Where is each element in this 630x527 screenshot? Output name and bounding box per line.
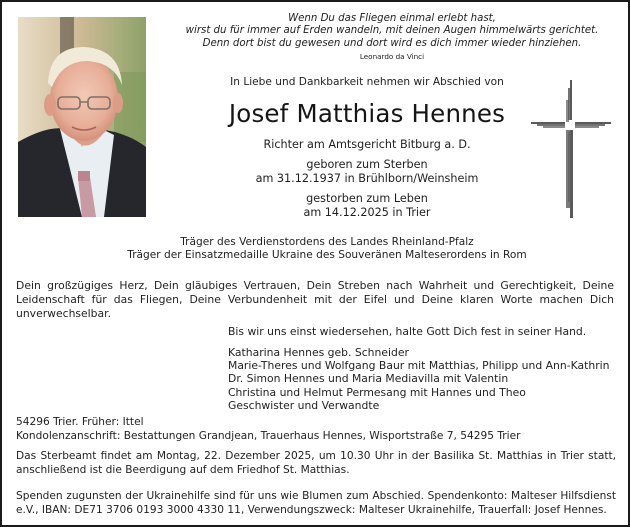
mourner: Geschwister und Verwandte <box>228 398 380 412</box>
portrait-photo <box>18 17 146 217</box>
address-block <box>16 415 616 443</box>
mourners-list <box>228 346 628 412</box>
mourner: Marie-Theres und Wolfgang Baur mit Matthias, Philipp und Ann-Kathrin <box>228 359 610 373</box>
deceased-name: Josef Matthias Hennes <box>228 99 506 128</box>
born-detail: am 31.12.1937 in Brühlborn/Weinsheim <box>255 172 479 185</box>
deceased-title: Richter am Amtsgericht Bitburg a. D. <box>263 138 471 151</box>
mourner: Dr. Simon Hennes und Maria Mediavilla mit Valentin <box>228 372 509 386</box>
honor-item: Träger der Einsatzmedaille Ukraine des Souveränen Malteserordens in Rom <box>127 249 527 262</box>
died-label: gestorben zum Leben <box>306 192 428 205</box>
residence: 54296 Trier. Früher: Ittel <box>16 416 144 428</box>
born-label: geboren zum Sterben <box>306 158 428 171</box>
death-info <box>202 192 532 220</box>
tribute-text: Dein großzügiges Herz, Dein gläubiges Vertrauen, Dein Streben nach Wahrheit und Gerechtigkeit, Deine Leidenschaft für das Fliegen, Deine Verbundenheit mit der Eifel und Deine klaren Worte machen Dich unverwechselbar. <box>16 279 614 321</box>
quote-line: wirst du für immer auf Erden wandeln, mit deinen Augen himmelwärts gerichtet. <box>185 25 599 37</box>
honors <box>102 236 552 263</box>
intro-text: In Liebe und Dankbarkeit nehmen wir Abschied von <box>230 76 504 88</box>
quote-line: Denn dort bist du gewesen und dort wird es dich immer wieder hinziehen. <box>202 37 582 49</box>
service-info: Das Sterbeamt findet am Montag, 22. Dezember 2025, um 10.30 Uhr in der Basilika St. Matthias in Trier statt, anschließend ist die Beerdigung auf dem Friedhof St. Matthias. <box>16 450 616 477</box>
condolence-address: Kondolenzanschrift: Bestattungen Grandjean, Trauerhaus Hennes, Wisportstraße 7, 54295 Trier <box>16 430 521 442</box>
donation-info: Spenden zugunsten der Ukrainehilfe sind für uns wie Blumen zum Abschied. Spendenkonto: Malteser Hilfsdienst e.V., IBAN: DE71 3706 0193 3000 4330 11, Verwendungszweck: Malteser Ukrainehilfe, Trauerfall: Josef Hennes. <box>16 490 616 517</box>
mourner: Christina und Helmut Permesang mit Hannes und Theo <box>228 385 526 399</box>
cross-icon <box>529 80 619 220</box>
farewell-text: Bis wir uns einst wiedersehen, halte Gott Dich fest in seiner Hand. <box>228 325 587 338</box>
birth-info <box>202 158 532 186</box>
died-detail: am 14.12.2025 in Trier <box>303 206 431 219</box>
honor-item: Träger des Verdienstordens des Landes Rheinland-Pfalz <box>180 236 474 248</box>
mourner: Katharina Hennes geb. Schneider <box>228 346 409 359</box>
quote-author: Leonardo da Vinci <box>359 52 425 61</box>
quote-line: Wenn Du das Fliegen einmal erlebt hast, <box>288 13 496 24</box>
quote <box>172 13 612 50</box>
